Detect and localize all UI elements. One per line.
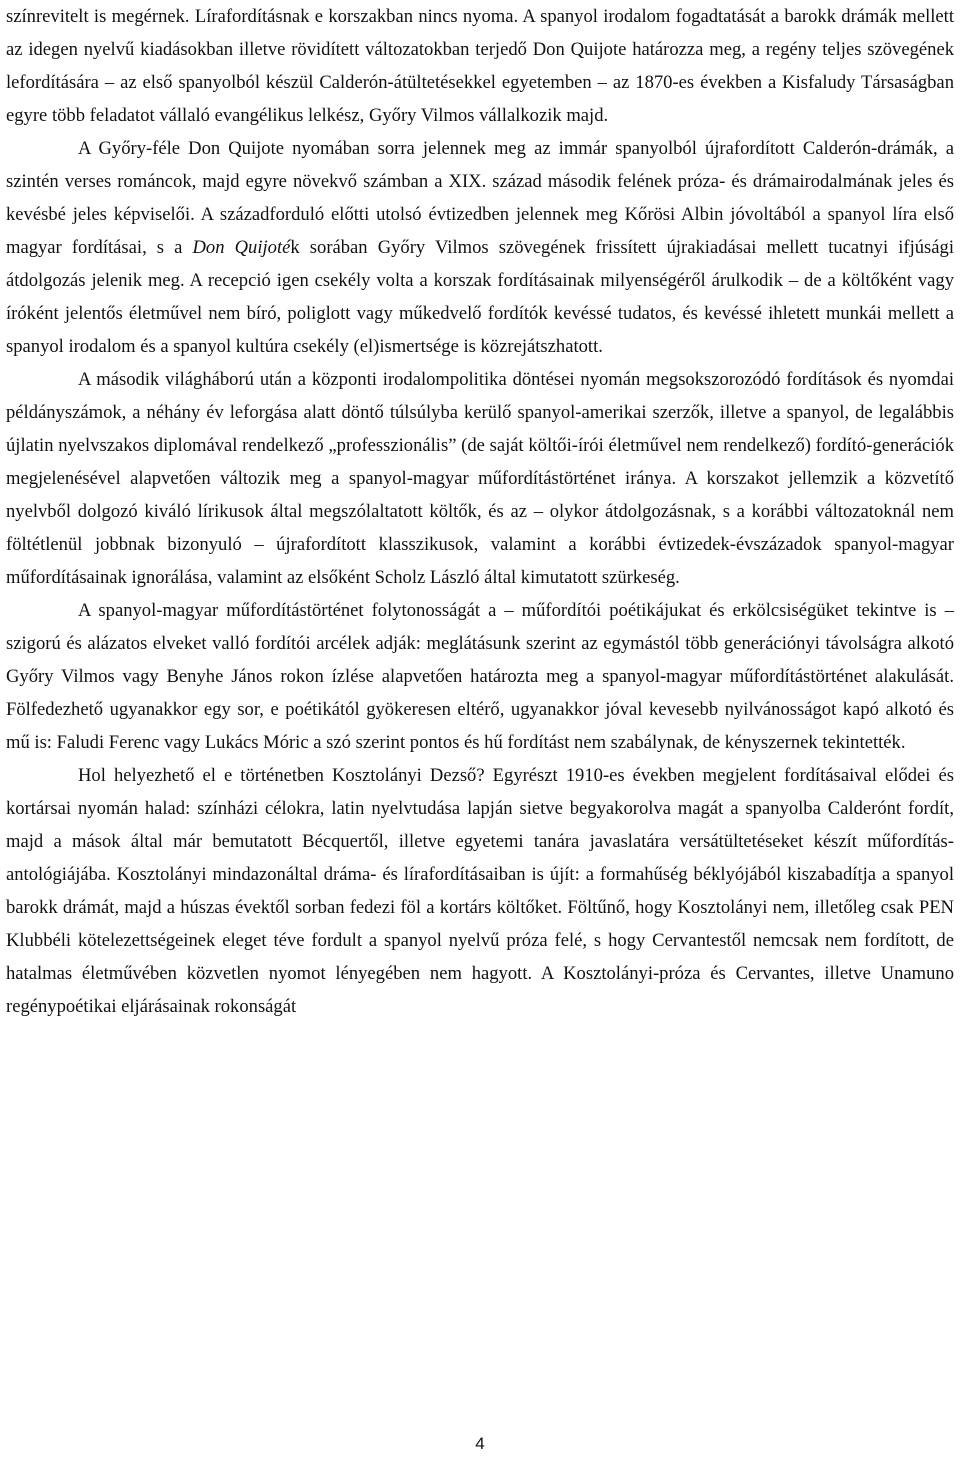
paragraph-1: színrevitelt is megérnek. Lírafordításnak e korszakban nincs nyoma. A spanyol irodalom fogadtatását a barokk drámák mellett az idegen nyelvű kiadásokban illetve rövidített változatokban terjedő Don Quijote határozza meg, a regény teljes szövegének lefordítására – az első spanyolból készül Calderón-átültetésekkel egyetemben – az 1870-es években a Kisfaludy Társaságban egyre több feladatot vállaló evangélikus lelkész, Győry Vilmos vállalkozik majd. [6,6,954,126]
paragraph-5: Hol helyezhető el e történetben Kosztolányi Dezső? Egyrészt 1910-es években megjelent fordításaival elődei és kortársai nyomán halad: színházi célokra, latin nyelvtudása lapján sietve begyakorolva magát a spanyolba Calderónt fordít, majd a mások által már bemutatott Bécquertől, illetve egyetemi tanára javaslatára versátültetéseket készít műfordítás-antológiájába. Kosztolányi mindazonáltal dráma- és lírafordításaiban is újít: a formahűség béklyójából kiszabadítja a spanyol barokk drámát, majd a húszas évektől sorban fedezi föl a kortárs költőket. Föltűnő, hogy Kosztolányi nem, illetőleg csak PEN Klubbéli kötelezettségeinek eleget téve fordult a spanyol nyelvű próza felé, s hogy Cervantestől nemcsak nem fordított, de hatalmas életművében közvetlen nyomot lényegében nem hagyott. A Kosztolányi-próza és Cervantes, illetve Unamuno regénypoétikai eljárásainak rokonságát [6,765,954,1017]
page-number: 4 [475,1434,485,1453]
document-body [6,0,954,1023]
paragraph-4: A spanyol-magyar műfordítástörténet folytonosságát a – műfordítói poétikájukat és erkölcsiségüket tekintve is – szigorú és alázatos elveket valló fordítói arcélek adják: meglátásunk szerint az egymástól több generációnyi távolságra alkotó Győry Vilmos vagy Benyhe János rokon ízlése alapvetően határozta meg a spanyol-magyar műfordítástörténet alakulását. Fölfedezhető ugyanakkor egy sor, e poétikától gyökeresen eltérő, ugyanakkor jóval kevesebb nyilvánosságot kapó alkotó és mű is: Faludi Ferenc vagy Lukács Móric a szó szerint pontos és hű fordítást nem szabálynak, de kényszernek tekintették. [6,600,954,753]
paragraph-3: A második világháború után a központi irodalompolitika döntései nyomán megsokszorozódó fordítások és nyomdai példányszámok, a néhány év leforgása alatt döntő túlsúlyba kerülő spanyol-amerikai szerzők, illetve a spanyol, de legalábbis újlatin nyelvszakos diplomával rendelkező „professzionális” (de saját költői-írói életművel nem rendelkező) fordító-generációk megjelenésével alapvetően változik meg a spanyol-magyar műfordítástörténet iránya. A korszakot jellemzik a közvetítő nyelvből dolgozó kiváló lírikusok által megszólaltatott költők, és az – olykor átdolgozásnak, s a korábbi változatoknál nem föltétlenül jobbnak bizonyuló – újrafordított klasszikusok, valamint a korábbi évtizedek-évszázadok spanyol-magyar műfordításainak ignorálása, valamint az elsőként Scholz László által kimutatott szürkeség. [6,369,954,588]
paragraph-2-part-1: A Győry-féle Don Quijote nyomában sorra jelennek meg az immár spanyolból újrafordított Calderón-drámák, a szintén verses románcok, majd egyre növekvő számban a XIX. század második felének próza- és drámairodalmának jeles és kevésbé jeles képviselői. A századforduló előtti utolsó évtizedben jelennek meg Kőrösi Albin jóvoltából a spanyol líra első magyar fordításai, s a [6,138,954,258]
paragraph-2-part-2: k sorában Győry Vilmos szövegének frissített újrakiadásai mellett tucatnyi ifjúsági átdolgozás jelenik meg. A recepció igen csekély volta a korszak fordításainak milyenségéről árulkodik – de a költőként vagy íróként jelentős életművel nem bíró, poliglott vagy műkedvelő fordítók kevéssé tudatos, és kevéssé ihletett munkái mellett a spanyol irodalom és a spanyol kultúra csekély (el)ismertsége is közrejátszhatott. [6,237,954,357]
italic-title-don-quijote: Don Quijoté [192,237,291,258]
paragraph-2 [6,132,954,363]
